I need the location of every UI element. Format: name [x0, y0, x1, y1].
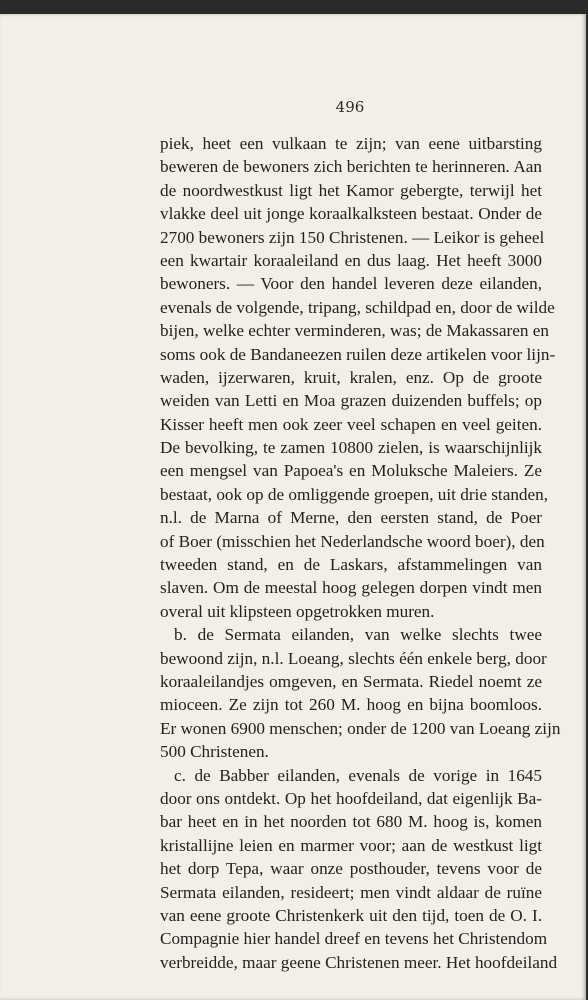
text-line: Compagnie hier handel dreef en tevens het Christendom: [160, 929, 548, 949]
text-line: of Boer (misschien het Nederlandsche woord boer), den: [160, 531, 545, 551]
text-line: mioceen. Ze zijn tot 260 M. hoog en bijna boomloos.: [160, 695, 542, 715]
text-line: piek, heet een vulkaan te zijn; van eene uitbarsting: [160, 134, 542, 153]
text-line: 2700 bewoners zijn 150 Christenen. — Leikor is geheel: [160, 227, 545, 247]
text-line: bijen, welke echter verminderen, was; de Makassaren en: [160, 321, 549, 341]
text-line: het dorp Tepa, waar onze posthouder, tevens voor de: [160, 859, 542, 879]
text-line: beweren de bewoners zich berichten te herinneren. Aan: [160, 157, 542, 177]
text-line: bestaat, ook op de omliggende groepen, uit drie standen,: [160, 484, 549, 504]
text-line: soms ook de Bandaneezen ruilen deze artikelen voor lijn-: [160, 344, 556, 364]
text-line: van eene groote Christenkerk uit den tijd, toen de O. I.: [160, 905, 542, 925]
text-line: Er wonen 6900 menschen; onder de 1200 van Loeang zijn: [160, 718, 561, 738]
text-line: verbreidde, maar geene Christenen meer. Het hoofdeiland: [160, 952, 558, 972]
text-line: bewoners. — Voor den handel leveren deze eilanden,: [160, 274, 542, 294]
text-line: n.l. de Marna of Merne, den eersten stand, de Poer: [160, 508, 542, 528]
book-page: [0, 14, 586, 1000]
text-line: slaven. Om de meestal hoog gelegen dorpen vindt men: [160, 578, 542, 598]
text-line: vlakke deel uit jonge koraalkalksteen bestaat. Onder de: [160, 204, 542, 224]
text-line: koraaleilandjes omgeven, en Sermata. Riedel noemt ze: [160, 671, 542, 691]
text-line: overal uit klipsteen opgetrokken muren.: [160, 601, 435, 621]
text-line: Kisser heeft men ook zeer veel schapen en veel geiten.: [160, 414, 542, 434]
text-line: door ons ontdekt. Op het hoofdeiland, dat eigenlijk Ba-: [160, 788, 542, 808]
page-number: 496: [335, 98, 365, 116]
text-line: waden, ijzerwaren, kruit, kralen, enz. Op de groote: [160, 367, 542, 387]
text-line: bewoond zijn, n.l. Loeang, slechts één enkele berg, door: [160, 648, 547, 668]
text-line: evenals de volgende, tripang, schildpad en, door de wilde: [160, 297, 555, 317]
text-line: b. de Sermata eilanden, van welke slechts twee: [174, 625, 542, 645]
text-line: De bevolking, te zamen 10800 zielen, is waarschijnlijk: [160, 438, 542, 458]
body-text: [160, 132, 561, 974]
text-line: weiden van Letti en Moa grazen duizenden buffels; op: [160, 391, 542, 411]
text-line: tweeden stand, en de Laskars, afstammelingen van: [160, 555, 542, 575]
text-line: bar heet en in het noorden tot 680 M. hoog is, komen: [160, 812, 542, 832]
text-line: 500 Christenen.: [160, 742, 269, 762]
text-line: Sermata eilanden, resideert; men vindt aldaar de ruïne: [160, 882, 542, 902]
text-line: kristallijne leien en marmer voor; aan de westkust ligt: [160, 835, 542, 855]
text-line: een kwartair koraaleiland en dus laag. Het heeft 3000: [160, 250, 542, 270]
text-line: de noordwestkust ligt het Kamor gebergte, terwijl het: [160, 180, 542, 200]
text-line: een mengsel van Papoea's en Moluksche Maleiers. Ze: [160, 461, 542, 481]
text-line: c. de Babber eilanden, evenals de vorige in 1645: [174, 765, 542, 785]
